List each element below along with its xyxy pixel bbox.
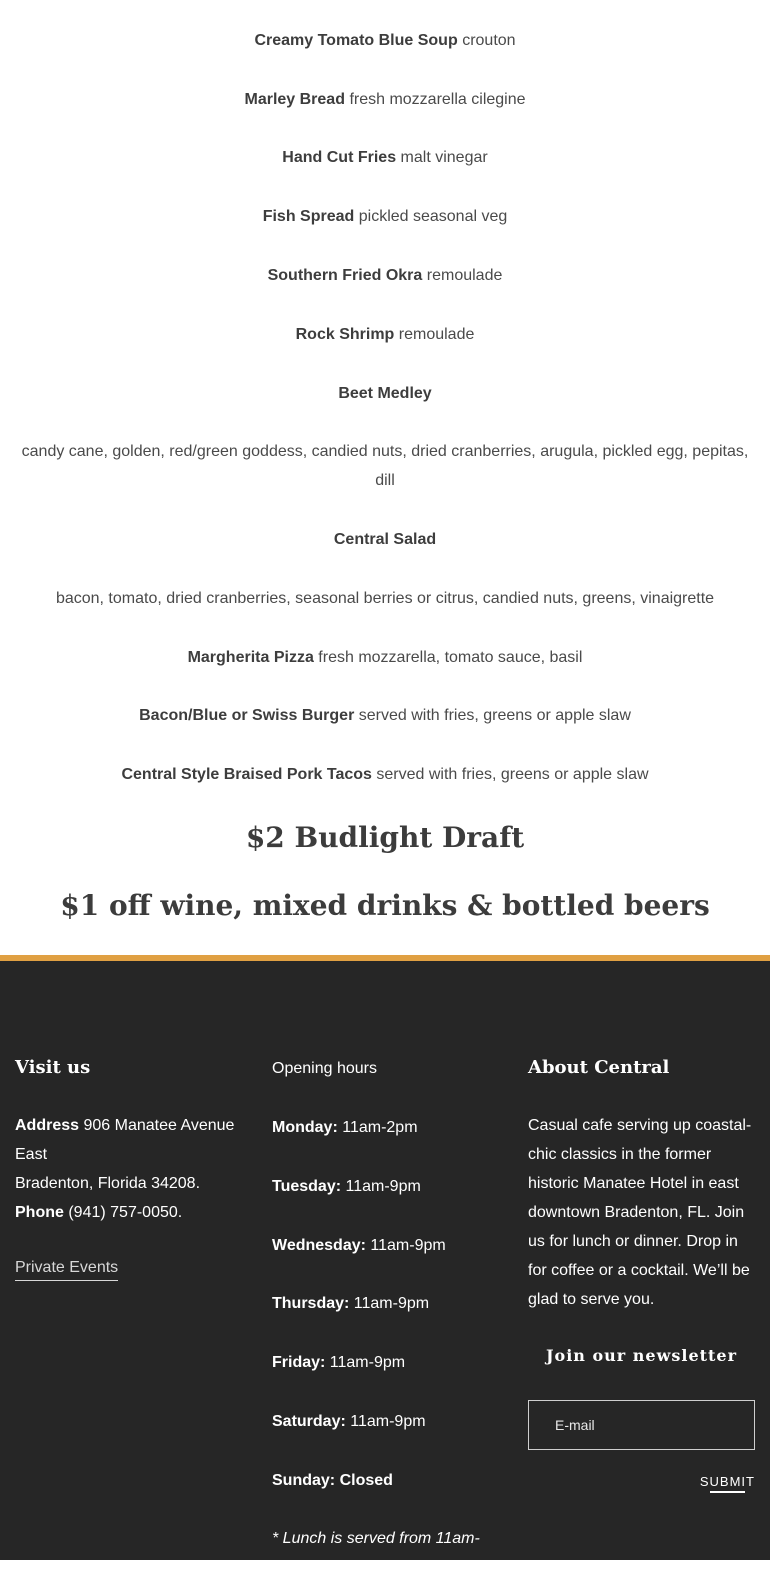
about-heading: About Central bbox=[528, 1057, 670, 1078]
hours-row bbox=[272, 1351, 405, 1375]
hours-day: Sunday: Closed bbox=[272, 1472, 393, 1489]
menu-item-name: Central Salad bbox=[333, 531, 437, 548]
hours-row bbox=[272, 1292, 429, 1316]
hours-day: Tuesday: bbox=[272, 1178, 342, 1195]
hours-row bbox=[272, 1175, 421, 1199]
menu-item-desc: malt vinegar bbox=[400, 149, 488, 166]
hours-day: Monday: bbox=[272, 1119, 338, 1136]
menu-item-desc: fresh mozzarella cilegine bbox=[349, 91, 526, 108]
hours-time: 11am-9pm bbox=[370, 1237, 446, 1254]
phone-number[interactable]: (941) 757-0050. bbox=[68, 1204, 183, 1221]
menu-item-desc: served with fries, greens or apple slaw bbox=[376, 766, 649, 783]
hours-time: 11am-9pm bbox=[329, 1354, 406, 1371]
hours-footnote: * Lunch is served from 11am-5pm and Dinner is served f bbox=[272, 1530, 480, 1576]
menu-item bbox=[0, 379, 770, 408]
menu-item-name: Rock Shrimp bbox=[295, 326, 395, 343]
private-events-link[interactable]: Private Events bbox=[15, 1256, 118, 1281]
menu-item bbox=[0, 26, 770, 55]
about-text: Casual cafe serving up coastal-chic classics in the former historic Manatee Hotel in east downtown Bradenton, FL. Join us for lunch or dinner. Drop in for coffee or a cocktail. We’ll be glad to serve you. bbox=[528, 1117, 752, 1308]
menu-item-name: Southern Fried Okra bbox=[267, 267, 423, 284]
address-line-2: Bradenton, Florida 34208. bbox=[15, 1175, 201, 1192]
menu-item-name: Beet Medley bbox=[338, 385, 432, 402]
address-line-1: 906 Manatee Avenue East bbox=[15, 1117, 235, 1163]
menu-item-desc: remoulade bbox=[426, 267, 503, 284]
hours-row bbox=[272, 1410, 426, 1434]
menu-item bbox=[0, 202, 770, 231]
visit-heading: Visit us bbox=[15, 1057, 91, 1078]
menu-item-name: Bacon/Blue or Swiss Burger bbox=[139, 707, 355, 724]
menu-item-desc: candy cane, golden, red/green goddess, candied nuts, dried cranberries, arugula, pickled egg, pepitas, dill bbox=[21, 443, 749, 489]
hours-time: 11am-9pm bbox=[345, 1178, 421, 1195]
menu-item-desc: pickled seasonal veg bbox=[358, 208, 508, 225]
hours-row bbox=[272, 1234, 446, 1258]
menu-item-desc: served with fries, greens or apple slaw bbox=[358, 707, 631, 724]
submit-button[interactable]: SUBMIT bbox=[700, 1474, 755, 1493]
menu-item-name: Fish Spread bbox=[262, 208, 355, 225]
menu-item-name: Margherita Pizza bbox=[187, 649, 314, 666]
hours-time: 11am-2pm bbox=[342, 1119, 418, 1136]
menu-item bbox=[0, 525, 770, 554]
menu-item-name: Central Style Braised Pork Tacos bbox=[121, 766, 372, 783]
menu-item-desc: crouton bbox=[462, 32, 516, 49]
special-heading: $1 off wine, mixed drinks & bottled beers bbox=[60, 889, 710, 922]
phone-label: Phone bbox=[15, 1204, 64, 1221]
menu-item bbox=[0, 320, 770, 349]
newsletter-heading: Join our newsletter bbox=[545, 1346, 738, 1365]
menu-item bbox=[0, 143, 770, 172]
menu-item bbox=[0, 85, 770, 114]
hours-day: Wednesday: bbox=[272, 1237, 366, 1254]
hours-heading: Opening hours bbox=[272, 1060, 377, 1077]
menu-item-name: Marley Bread bbox=[244, 91, 345, 108]
menu-item-name: Hand Cut Fries bbox=[282, 149, 397, 166]
hours-row bbox=[272, 1116, 418, 1140]
hours-row bbox=[272, 1469, 393, 1493]
menu-item bbox=[0, 261, 770, 290]
menu-item-desc: remoulade bbox=[398, 326, 475, 343]
hours-day: Thursday: bbox=[272, 1295, 350, 1312]
hours-time: 11am-9pm bbox=[353, 1295, 430, 1312]
email-field[interactable] bbox=[528, 1400, 755, 1450]
menu-item bbox=[0, 701, 770, 730]
address-label: Address bbox=[15, 1117, 80, 1134]
menu-item bbox=[0, 760, 770, 789]
special-heading: $2 Budlight Draft bbox=[245, 821, 525, 854]
hours-time: 11am-9pm bbox=[350, 1413, 426, 1430]
site-footer bbox=[0, 955, 770, 1576]
hours-day: Friday: bbox=[272, 1354, 326, 1371]
menu-item-desc: fresh mozzarella, tomato sauce, basil bbox=[318, 649, 583, 666]
menu-item bbox=[0, 643, 770, 672]
menu-item-desc: bacon, tomato, dried cranberries, seasonal berries or citrus, candied nuts, greens, vinaigrette bbox=[55, 590, 715, 607]
address-block bbox=[15, 1111, 245, 1227]
menu-item-name: Creamy Tomato Blue Soup bbox=[254, 32, 458, 49]
hours-day: Saturday: bbox=[272, 1413, 346, 1430]
